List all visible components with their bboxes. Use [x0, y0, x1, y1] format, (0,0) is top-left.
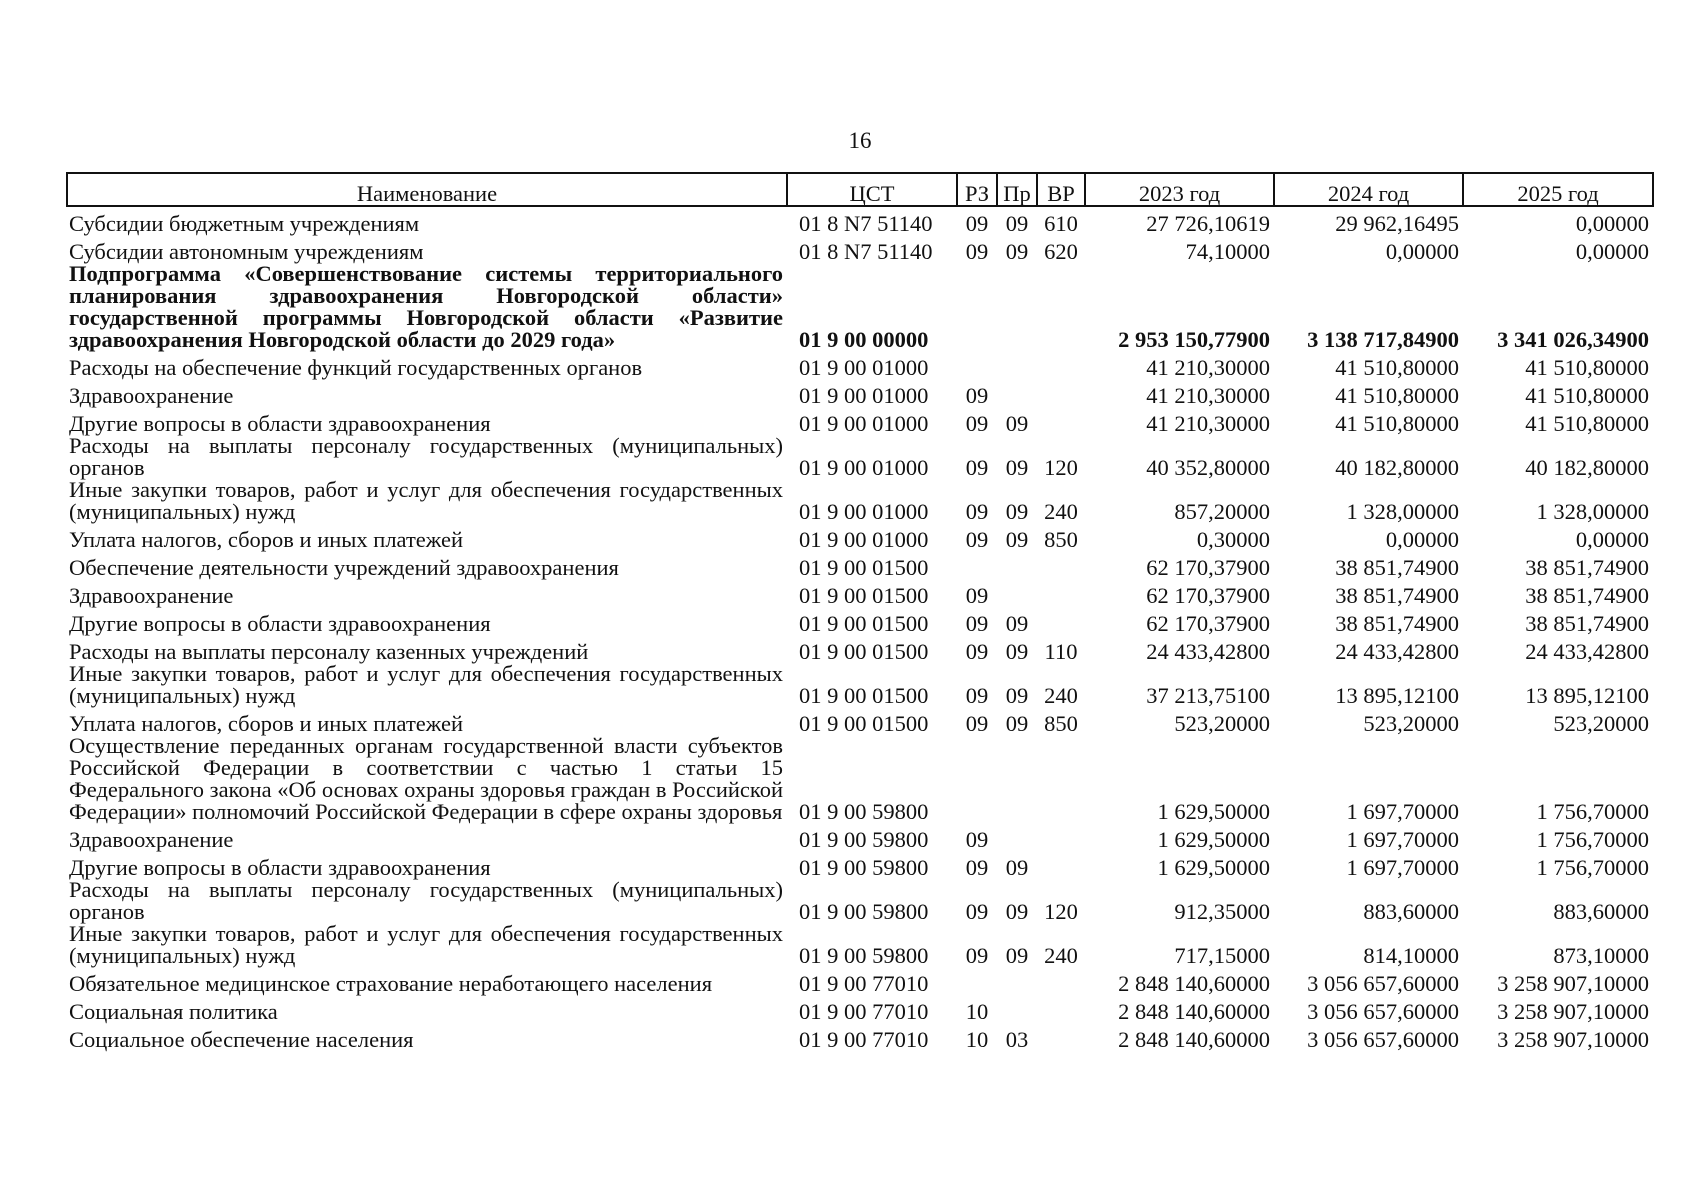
row-value-2024: 40 182,80000 [1335, 455, 1459, 480]
row-value-2023: 857,20000 [1174, 499, 1270, 524]
row-vr [1037, 851, 1085, 879]
row-rz: 10 [965, 1027, 989, 1052]
row-pr: 09 [1005, 239, 1029, 264]
row-value-2025: 3 341 026,34900 [1497, 327, 1649, 352]
row-name: Расходы на выплаты персоналу государственных (муниципальных) органов [69, 877, 783, 924]
row-value-2023: 62 170,37900 [1146, 611, 1270, 636]
row-value-2024: 3 056 657,60000 [1307, 999, 1459, 1024]
row-value-2023: 40 352,80000 [1146, 455, 1270, 480]
row-vr [1037, 995, 1085, 1023]
row-pr [997, 995, 1037, 1023]
row-cst-code: 01 9 00 00000 [799, 327, 929, 352]
row-value-2023: 41 210,30000 [1146, 411, 1270, 436]
row-cst-code: 01 9 00 77010 [799, 971, 929, 996]
header-name: Наименование [67, 173, 787, 206]
row-value-2025: 0,00000 [1575, 527, 1649, 552]
table-row [67, 351, 1653, 379]
row-rz: 09 [965, 383, 989, 408]
row-rz: 09 [965, 499, 989, 524]
row-pr [997, 263, 1037, 351]
table-body [67, 206, 1653, 1051]
row-value-2025: 41 510,80000 [1525, 355, 1649, 380]
row-value-2023: 62 170,37900 [1146, 583, 1270, 608]
row-cst-code: 01 9 00 01000 [799, 455, 929, 480]
row-vr [1037, 551, 1085, 579]
row-pr: 09 [1005, 411, 1029, 436]
row-name: Иные закупки товаров, работ и услуг для обеспечения государственных (муниципальных) нужд [69, 661, 783, 708]
row-rz [957, 735, 997, 823]
row-value-2024: 1 697,70000 [1346, 799, 1459, 824]
row-value-2023: 523,20000 [1174, 711, 1270, 736]
row-value-2023: 62 170,37900 [1146, 555, 1270, 580]
row-value-2025: 3 258 907,10000 [1497, 971, 1649, 996]
row-rz: 09 [965, 527, 989, 552]
row-name: Другие вопросы в области здравоохранения [69, 855, 491, 880]
row-vr [1037, 823, 1085, 851]
row-pr [997, 823, 1037, 851]
header-pr: Пр [997, 173, 1037, 206]
row-pr [997, 351, 1037, 379]
row-name: Социальное обеспечение населения [69, 1027, 414, 1052]
row-cst-code: 01 9 00 01000 [799, 411, 929, 436]
row-value-2023: 74,10000 [1185, 239, 1270, 264]
row-pr [997, 579, 1037, 607]
row-cst-code: 01 9 00 01500 [799, 683, 929, 708]
row-rz: 09 [965, 583, 989, 608]
row-vr [1037, 967, 1085, 995]
row-vr [1037, 607, 1085, 635]
row-name: Здравоохранение [69, 383, 234, 408]
row-value-2025: 873,10000 [1553, 943, 1649, 968]
row-value-2024: 13 895,12100 [1335, 683, 1459, 708]
header-rz: РЗ [957, 173, 997, 206]
row-vr: 610 [1044, 211, 1078, 236]
row-pr [997, 735, 1037, 823]
row-cst-code: 01 9 00 01500 [799, 583, 929, 608]
row-pr: 09 [1005, 527, 1029, 552]
row-cst-code: 01 9 00 01000 [799, 499, 929, 524]
row-pr: 09 [1005, 855, 1029, 880]
row-cst-code: 01 9 00 59800 [799, 943, 929, 968]
row-cst-code: 01 9 00 77010 [799, 1027, 929, 1052]
header-2025: 2025 год [1463, 173, 1653, 206]
row-name: Обязательное медицинское страхование неработающего населения [69, 971, 713, 996]
row-value-2023: 912,35000 [1174, 899, 1270, 924]
row-vr [1037, 263, 1085, 351]
row-value-2023: 1 629,50000 [1157, 799, 1270, 824]
row-name: Субсидии бюджетным учреждениям [69, 211, 420, 236]
row-rz: 09 [965, 899, 989, 924]
row-value-2023: 2 848 140,60000 [1118, 999, 1270, 1024]
row-value-2024: 38 851,74900 [1335, 611, 1459, 636]
row-value-2025: 0,00000 [1575, 239, 1649, 264]
row-name: Расходы на выплаты персоналу казенных учреждений [69, 639, 589, 664]
row-value-2025: 38 851,74900 [1525, 611, 1649, 636]
row-pr: 09 [1005, 499, 1029, 524]
row-cst-code: 01 8 N7 51140 [799, 211, 933, 236]
row-value-2024: 38 851,74900 [1335, 555, 1459, 580]
header-2023: 2023 год [1085, 173, 1274, 206]
row-rz [957, 551, 997, 579]
row-value-2024: 41 510,80000 [1335, 355, 1459, 380]
row-rz: 09 [965, 411, 989, 436]
table-row [67, 823, 1653, 851]
row-rz: 09 [965, 239, 989, 264]
row-rz: 09 [965, 943, 989, 968]
page-number: 16 [848, 128, 872, 153]
row-cst-code: 01 9 00 01500 [799, 555, 929, 580]
row-value-2024: 883,60000 [1363, 899, 1459, 924]
row-value-2024: 1 697,70000 [1346, 827, 1459, 852]
row-vr: 240 [1044, 683, 1078, 708]
table-row [67, 407, 1653, 435]
table-row [67, 851, 1653, 879]
table-row [67, 879, 1653, 923]
row-value-2025: 1 756,70000 [1536, 827, 1649, 852]
row-rz: 10 [965, 999, 989, 1024]
table-row [67, 635, 1653, 663]
row-value-2024: 3 056 657,60000 [1307, 1027, 1459, 1052]
row-cst-code: 01 8 N7 51140 [799, 239, 933, 264]
row-vr [1037, 379, 1085, 407]
row-cst-code: 01 9 00 01000 [799, 355, 929, 380]
row-pr [997, 967, 1037, 995]
row-cst-code: 01 9 00 59800 [799, 799, 929, 824]
row-rz [957, 263, 997, 351]
row-vr [1037, 407, 1085, 435]
row-value-2023: 2 848 140,60000 [1118, 971, 1270, 996]
row-vr: 240 [1044, 499, 1078, 524]
row-rz: 09 [965, 455, 989, 480]
row-vr [1037, 1023, 1085, 1051]
table-row [67, 607, 1653, 635]
table-row [67, 967, 1653, 995]
row-value-2025: 38 851,74900 [1525, 583, 1649, 608]
row-rz [957, 967, 997, 995]
row-value-2025: 523,20000 [1553, 711, 1649, 736]
row-value-2023: 41 210,30000 [1146, 355, 1270, 380]
table-row [67, 707, 1653, 735]
row-cst-code: 01 9 00 77010 [799, 999, 929, 1024]
row-pr: 09 [1005, 611, 1029, 636]
row-vr: 120 [1044, 455, 1078, 480]
row-value-2023: 2 848 140,60000 [1118, 1027, 1270, 1052]
row-value-2025: 0,00000 [1575, 211, 1649, 236]
row-value-2025: 38 851,74900 [1525, 555, 1649, 580]
row-pr: 09 [1005, 899, 1029, 924]
budget-table [66, 172, 1654, 1051]
table-row [67, 235, 1653, 263]
table-row [67, 579, 1653, 607]
row-value-2023: 24 433,42800 [1146, 639, 1270, 664]
table-row [67, 735, 1653, 823]
row-value-2023: 2 953 150,77900 [1118, 327, 1270, 352]
table-row [67, 379, 1653, 407]
row-value-2023: 41 210,30000 [1146, 383, 1270, 408]
row-name: Расходы на обеспечение функций государственных органов [69, 355, 643, 380]
row-name: Другие вопросы в области здравоохранения [69, 411, 491, 436]
row-rz: 09 [965, 711, 989, 736]
row-value-2023: 1 629,50000 [1157, 855, 1270, 880]
row-value-2023: 0,30000 [1196, 527, 1270, 552]
row-value-2024: 1 328,00000 [1346, 499, 1459, 524]
table-row [67, 923, 1653, 967]
table-row [67, 1023, 1653, 1051]
row-rz: 09 [965, 611, 989, 636]
row-pr: 09 [1005, 711, 1029, 736]
table-row [67, 523, 1653, 551]
row-value-2025: 883,60000 [1553, 899, 1649, 924]
row-name: Осуществление переданных органам государственной власти субъектов Российской Федерации в соответствии с частью 1 статьи 15 Федерального закона «Об основах охраны здоровья граждан в Российской Федерации» полномочий Российской Федерации в сфере охраны здоровья [69, 733, 783, 824]
row-pr: 09 [1005, 943, 1029, 968]
table-row [67, 206, 1653, 235]
row-cst-code: 01 9 00 01000 [799, 527, 929, 552]
row-vr: 120 [1044, 899, 1078, 924]
row-vr [1037, 351, 1085, 379]
row-value-2024: 814,10000 [1363, 943, 1459, 968]
table-row [67, 663, 1653, 707]
row-value-2024: 38 851,74900 [1335, 583, 1459, 608]
row-value-2025: 1 756,70000 [1536, 799, 1649, 824]
table-row [67, 263, 1653, 351]
row-value-2023: 717,15000 [1174, 943, 1270, 968]
row-value-2025: 41 510,80000 [1525, 411, 1649, 436]
row-cst-code: 01 9 00 01500 [799, 611, 929, 636]
row-cst-code: 01 9 00 59800 [799, 827, 929, 852]
row-value-2024: 41 510,80000 [1335, 411, 1459, 436]
row-rz: 09 [965, 683, 989, 708]
row-cst-code: 01 9 00 01500 [799, 711, 929, 736]
row-name: Социальная политика [69, 999, 278, 1024]
row-vr: 620 [1044, 239, 1078, 264]
row-value-2025: 3 258 907,10000 [1497, 1027, 1649, 1052]
row-value-2025: 3 258 907,10000 [1497, 999, 1649, 1024]
row-name: Здравоохранение [69, 827, 234, 852]
row-name: Уплата налогов, сборов и иных платежей [69, 711, 464, 736]
row-cst-code: 01 9 00 59800 [799, 855, 929, 880]
row-value-2023: 27 726,10619 [1146, 211, 1270, 236]
row-vr [1037, 735, 1085, 823]
row-value-2025: 41 510,80000 [1525, 383, 1649, 408]
row-value-2024: 41 510,80000 [1335, 383, 1459, 408]
row-cst-code: 01 9 00 01000 [799, 383, 929, 408]
row-pr: 09 [1005, 683, 1029, 708]
row-value-2024: 0,00000 [1385, 527, 1459, 552]
row-value-2024: 1 697,70000 [1346, 855, 1459, 880]
row-vr: 240 [1044, 943, 1078, 968]
table-row [67, 995, 1653, 1023]
header-2024: 2024 год [1274, 173, 1463, 206]
row-name: Уплата налогов, сборов и иных платежей [69, 527, 464, 552]
row-vr: 850 [1044, 711, 1078, 736]
row-name: Иные закупки товаров, работ и услуг для обеспечения государственных (муниципальных) нужд [69, 921, 783, 968]
row-pr: 09 [1005, 211, 1029, 236]
row-value-2025: 1 756,70000 [1536, 855, 1649, 880]
table-row [67, 551, 1653, 579]
row-cst-code: 01 9 00 01500 [799, 639, 929, 664]
row-cst-code: 01 9 00 59800 [799, 899, 929, 924]
row-name: Другие вопросы в области здравоохранения [69, 611, 491, 636]
row-value-2025: 1 328,00000 [1536, 499, 1649, 524]
row-rz [957, 351, 997, 379]
row-vr: 850 [1044, 527, 1078, 552]
table-row [67, 435, 1653, 479]
row-pr: 09 [1005, 455, 1029, 480]
row-name: Обеспечение деятельности учреждений здравоохранения [69, 555, 619, 580]
row-rz: 09 [965, 639, 989, 664]
row-value-2024: 3 056 657,60000 [1307, 971, 1459, 996]
row-name: Подпрограмма «Совершенствование системы территориального планирования здравоохранения Новгородской области» государственной программы Новгородской области «Развитие здравоохранения Новгородской области до 2029 года» [69, 261, 783, 352]
row-name: Здравоохранение [69, 583, 234, 608]
row-name: Расходы на выплаты персоналу государственных (муниципальных) органов [69, 433, 783, 480]
row-vr [1037, 579, 1085, 607]
row-pr: 03 [1005, 1027, 1029, 1052]
row-rz: 09 [965, 855, 989, 880]
row-name: Иные закупки товаров, работ и услуг для обеспечения государственных (муниципальных) нужд [69, 477, 783, 524]
header-cst: ЦСТ [787, 173, 957, 206]
row-pr: 09 [1005, 639, 1029, 664]
row-value-2024: 3 138 717,84900 [1307, 327, 1459, 352]
row-name: Субсидии автономным учреждениям [69, 239, 424, 264]
row-value-2024: 24 433,42800 [1335, 639, 1459, 664]
table-row [67, 479, 1653, 523]
row-vr: 110 [1044, 639, 1078, 664]
row-value-2025: 24 433,42800 [1525, 639, 1649, 664]
row-pr [997, 551, 1037, 579]
row-value-2025: 13 895,12100 [1525, 683, 1649, 708]
row-value-2024: 29 962,16495 [1335, 211, 1459, 236]
header-vr: ВР [1037, 173, 1085, 206]
table-header-row [67, 173, 1653, 206]
row-pr [997, 379, 1037, 407]
row-rz: 09 [965, 211, 989, 236]
row-value-2023: 37 213,75100 [1146, 683, 1270, 708]
row-value-2023: 1 629,50000 [1157, 827, 1270, 852]
row-value-2024: 523,20000 [1363, 711, 1459, 736]
row-value-2025: 40 182,80000 [1525, 455, 1649, 480]
row-rz: 09 [965, 827, 989, 852]
row-value-2024: 0,00000 [1385, 239, 1459, 264]
